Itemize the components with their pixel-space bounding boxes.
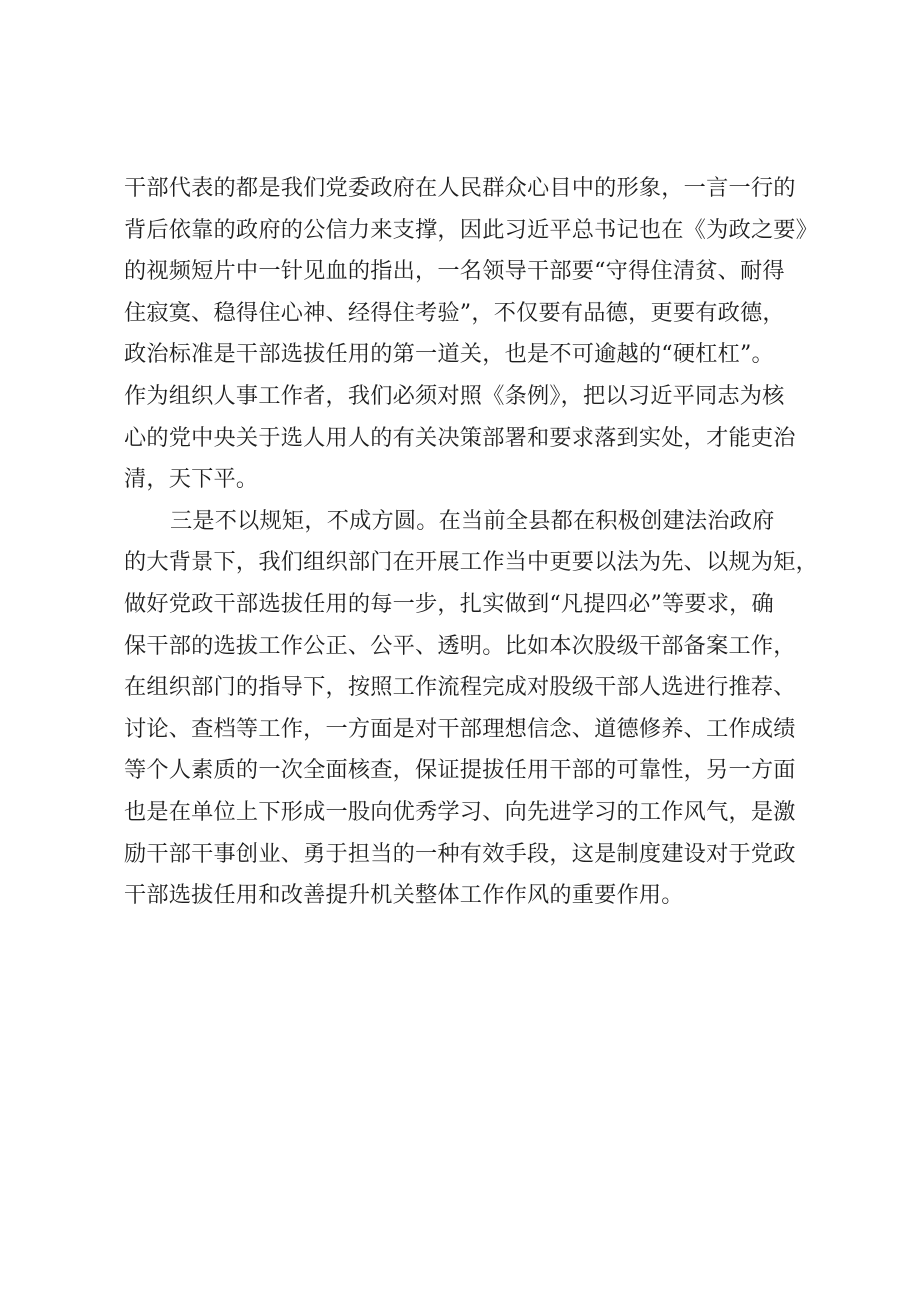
document-body	[124, 168, 828, 917]
text-line: 干部选拔任用和改善提升机关整体工作作风的重要作用。	[124, 882, 684, 909]
text-line: 等个人素质的一次全面核查，保证提拔任用干部的可靠性，另一方面	[124, 757, 796, 784]
text-line: 讨论、查档等工作，一方面是对干部理想信念、道德修养、工作成绩	[124, 715, 796, 742]
text-line: 的大背景下，我们组织部门在开展工作当中更要以法为先、以规为矩，	[124, 549, 819, 576]
paragraph-2	[124, 501, 828, 917]
text-line: 住寂寞、稳得住心神、经得住考验”，不仅要有品德，更要有政德，	[124, 299, 785, 326]
text-line: 也是在单位上下形成一股向优秀学习、向先进学习的工作风气，是激	[124, 798, 796, 825]
text-line: 背后依靠的政府的公信力来支撑，因此习近平总书记也在《为政之要》	[124, 216, 819, 243]
paragraph-1	[124, 168, 828, 501]
text-line: 干部代表的都是我们党委政府在人民群众心目中的形象，一言一行的	[124, 175, 796, 201]
text-line: 政治标准是干部选拔任用的第一道关，也是不可逾越的“硬杠杠”。	[124, 341, 774, 368]
text-line: 三是不以规矩，不成方圆。在当前全县都在积极创建法治政府	[170, 507, 775, 534]
text-line: 励干部干事创业、勇于担当的一种有效手段，这是制度建设对于党政	[124, 840, 796, 867]
text-line: 做好党政干部选拔任用的每一步，扎实做到“凡提四必”等要求，确	[124, 590, 774, 617]
text-line: 清，天下平。	[124, 466, 259, 493]
text-line: 心的党中央关于选人用人的有关决策部署和要求落到实处，才能吏治	[124, 424, 796, 451]
text-line: 保干部的选拔工作公正、公平、透明。比如本次股级干部备案工作，	[124, 632, 796, 659]
text-line: 在组织部门的指导下，按照工作流程完成对股级干部人选进行推荐、	[124, 674, 796, 701]
text-line: 作为组织人事工作者，我们必须对照《条例》，把以习近平同志为核	[124, 382, 785, 409]
text-line: 的视频短片中一针见血的指出，一名领导干部要“守得住清贫、耐得	[124, 258, 785, 285]
